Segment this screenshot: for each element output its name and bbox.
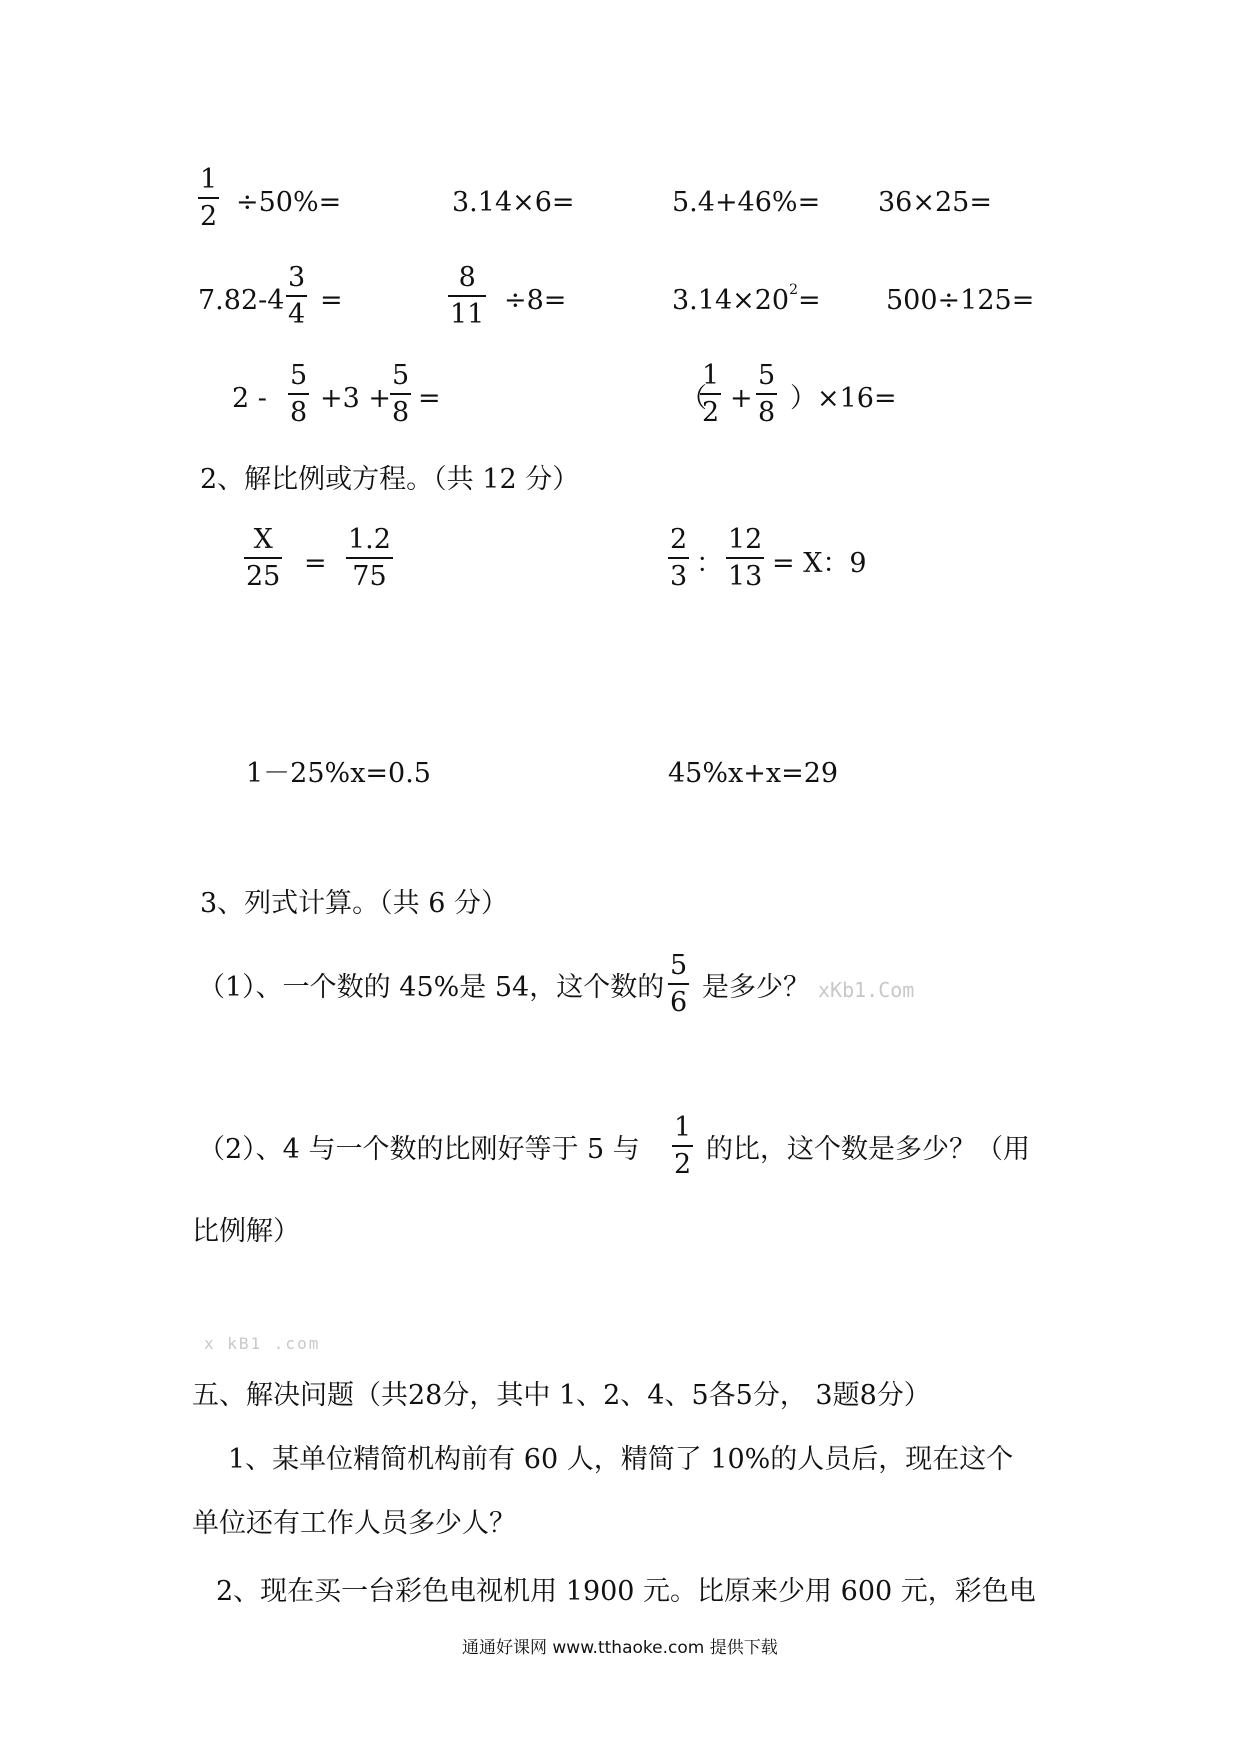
expr-r3-b-plus: +: [730, 383, 753, 414]
q3-p2-line2: 比例解）: [192, 1216, 300, 1247]
section-2-heading: 2、解比例或方程。（共 12 分）: [200, 464, 580, 495]
expr-r3-a-eq: =: [418, 383, 441, 414]
expr-r2-a-eq: =: [320, 285, 343, 316]
expr-r3-b-rest: ）×16=: [790, 383, 897, 414]
q3-p1-post: 是多少？: [702, 972, 810, 1003]
section-5-heading: 五、解决问题（共28分，其中 1、2、4、5各5分， 3题8分）: [192, 1380, 931, 1411]
expr-r3-b-open: （: [680, 383, 707, 414]
q3-p2-pre: （2）、4 与一个数的比刚好等于 5 与: [198, 1134, 640, 1165]
expr-r3-a-mid: +3 +: [320, 383, 392, 414]
q3-p2-post: 的比，这个数是多少？（用: [706, 1134, 1030, 1165]
expr-r1-a: ÷50%=: [236, 187, 342, 218]
fraction-8-11: 8 11: [450, 262, 485, 330]
section-3-heading: 3、列式计算。（共 6 分）: [200, 888, 509, 919]
expr-r2-a-pre: 7.82-4: [198, 285, 285, 316]
eq3: 1－25%x=0.5: [246, 758, 431, 789]
fraction-5-8-c: 5 8: [758, 360, 776, 428]
fraction-1-2-b: 1 2: [702, 360, 720, 428]
fraction-x-25: X 25: [246, 524, 281, 592]
watermark-2: x kB1 .com: [204, 1334, 321, 1353]
fraction-12-13: 12 13: [728, 524, 763, 592]
fraction-5-8-b: 5 8: [392, 360, 410, 428]
watermark-1: xKb1.Com: [818, 978, 915, 1002]
fraction-1-2-c: 1 2: [674, 1112, 692, 1180]
expr-r3-a-pre: 2 -: [232, 383, 267, 414]
expr-r2-b: ÷8=: [504, 285, 567, 316]
fraction-3-4: 3 4: [288, 262, 306, 330]
fraction-5-8-a: 5 8: [290, 360, 308, 428]
eq2-rest: = X：9: [772, 548, 867, 579]
s5-p1-line2: 单位还有工作人员多少人？: [192, 1508, 516, 1539]
eq1-equals: =: [304, 548, 327, 579]
expr-r2-c: $3.14\times 20^2=$: [672, 282, 821, 316]
fraction-2-3: 2 3: [670, 524, 688, 592]
s5-p2-line1: 2、现在买一台彩色电视机用 1900 元。比原来少用 600 元，彩色电: [216, 1576, 1036, 1607]
fraction-5-6: 5 6: [670, 950, 688, 1018]
expr-r1-b: 3.14×6=: [452, 187, 575, 218]
s5-p1-line1: 1、某单位精简机构前有 60 人，精简了 10%的人员后，现在这个: [228, 1444, 1014, 1475]
expr-r2-d: 500÷125=: [886, 285, 1035, 316]
fraction-1.2-75: 1.2 75: [348, 524, 391, 592]
expr-r1-d: 36×25=: [878, 187, 992, 218]
page-footer: 通通好课网 www.tthaoke.com 提供下载: [462, 1638, 778, 1658]
q3-p1-pre: （1）、一个数的 45%是 54，这个数的: [198, 972, 665, 1003]
eq2-colon: ：: [696, 548, 723, 579]
expr-r1-c: 5.4+46%=: [672, 187, 821, 218]
fraction-1-2: 1 2: [200, 164, 218, 232]
eq4: 45%x+x=29: [668, 758, 839, 789]
